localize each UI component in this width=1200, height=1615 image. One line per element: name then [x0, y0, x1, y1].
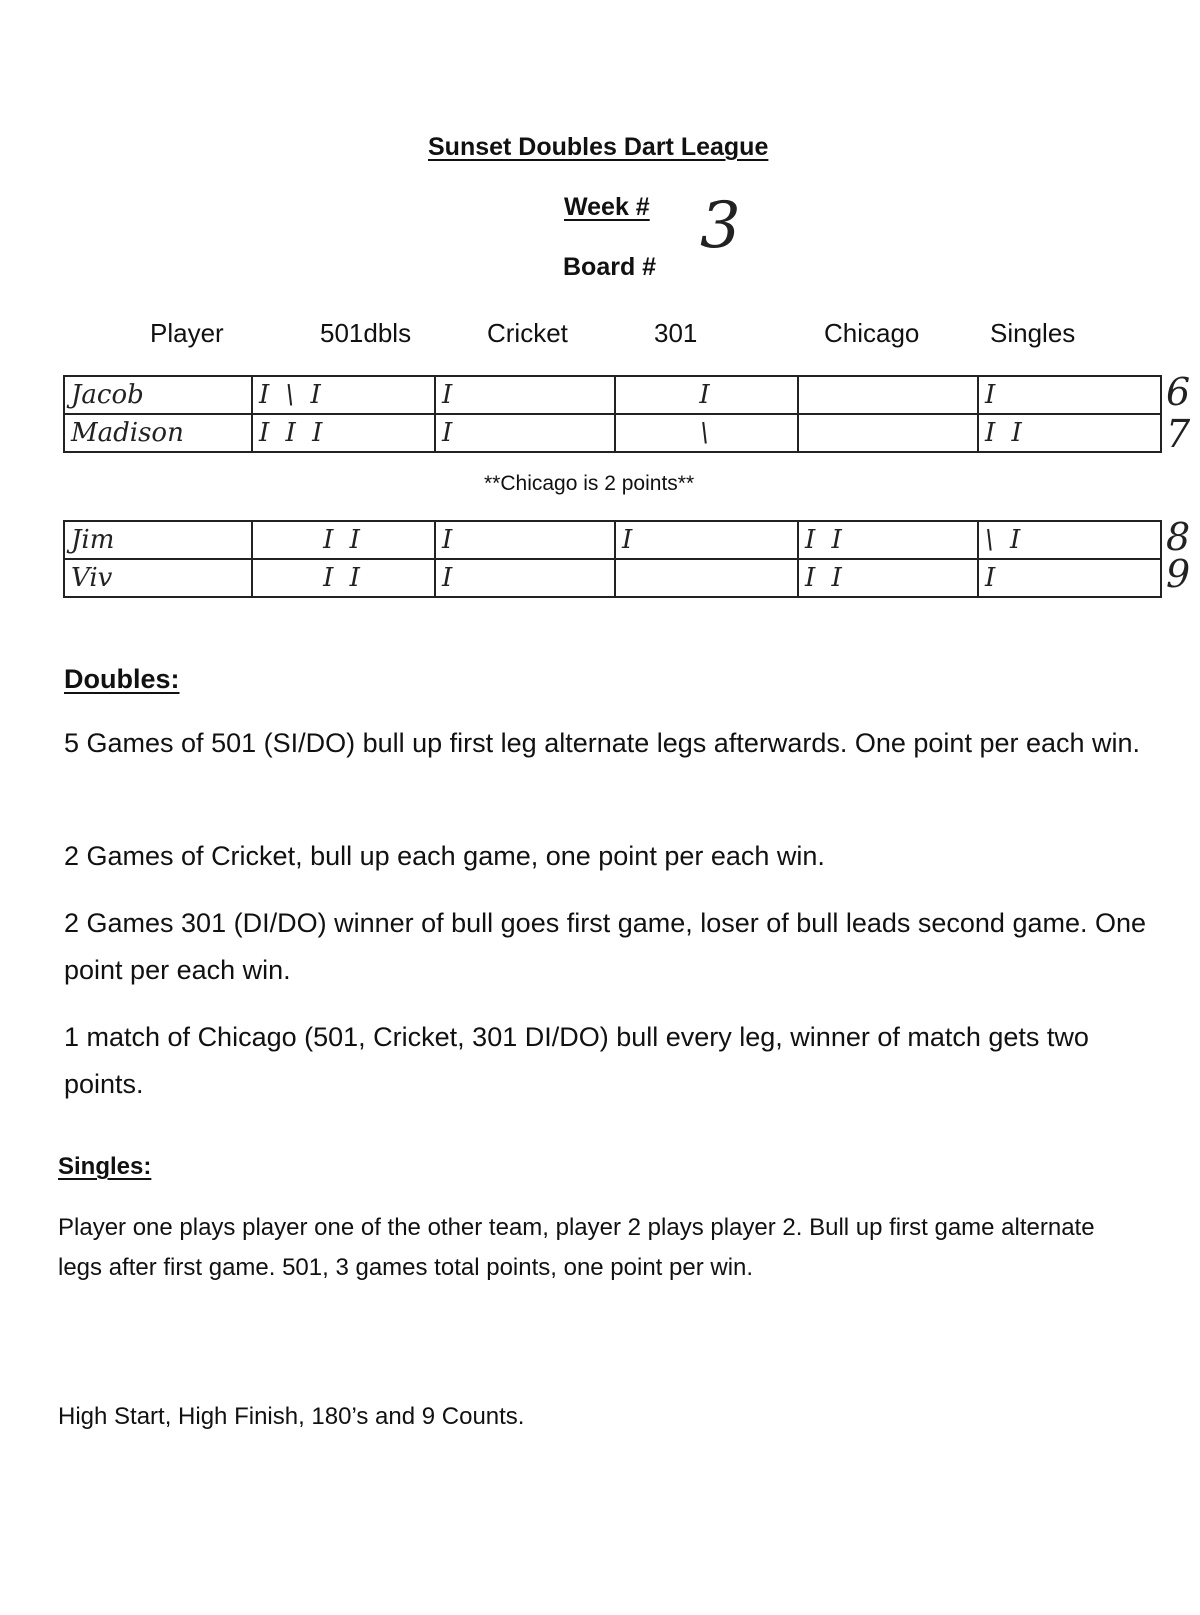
col-501dbls: 501dbls	[320, 318, 412, 348]
doubles-heading: Doubles:	[64, 664, 180, 694]
board-label: Board #	[563, 253, 657, 281]
team1-total-2: 7	[1166, 412, 1191, 456]
singles-heading: Singles:	[58, 1153, 152, 1180]
chicago-tally	[798, 414, 978, 452]
team2-total-1: 8	[1166, 515, 1191, 559]
chicago-note: **Chicago is 2 points**	[484, 472, 695, 495]
301-tally: I	[615, 376, 798, 414]
chicago-tally	[798, 376, 978, 414]
singles-tally: I	[978, 559, 1161, 597]
col-cricket: Cricket	[487, 318, 568, 348]
doubles-rule-301: 2 Games 301 (DI/DO) winner of bull goes first game, loser of bull leads second game. One point per each win.	[64, 908, 1147, 985]
table-row	[64, 521, 1161, 559]
cricket-tally: I	[435, 414, 615, 452]
table-row	[64, 559, 1161, 597]
cricket-tally: I	[435, 521, 615, 559]
301-tally	[615, 559, 798, 597]
footer-note: High Start, High Finish, 180’s and 9 Counts.	[58, 1403, 525, 1430]
singles-rule: Player one plays player one of the other team, player 2 plays player 2. Bull up first game alternate legs after first game. 501, 3 games total points, one point per win.	[58, 1214, 1095, 1281]
cricket-tally: I	[435, 376, 615, 414]
singles-tally: I I	[978, 414, 1161, 452]
player-name: Viv	[64, 559, 252, 597]
player-name: Madison	[64, 414, 252, 452]
col-player: Player	[150, 318, 224, 348]
singles-tally: \ I	[978, 521, 1161, 559]
col-singles: Singles	[990, 318, 1076, 348]
501dbls-tally: I I	[252, 559, 435, 597]
chicago-tally: I I	[798, 521, 978, 559]
501dbls-tally: I I I	[252, 414, 435, 452]
player-name: Jacob	[64, 376, 252, 414]
501dbls-tally: I \ I	[252, 376, 435, 414]
301-tally: I	[615, 521, 798, 559]
doubles-rule-501: 5 Games of 501 (SI/DO) bull up first leg alternate legs afterwards. One point per each win.	[64, 728, 1141, 758]
301-tally: \	[615, 414, 798, 452]
doubles-rule-cricket: 2 Games of Cricket, bull up each game, one point per each win.	[64, 841, 825, 871]
team2-total-2: 9	[1166, 552, 1191, 596]
league-title: Sunset Doubles Dart League	[428, 133, 769, 161]
team1-score-table	[63, 375, 1162, 453]
doubles-rule-chicago: 1 match of Chicago (501, Cricket, 301 DI/DO) bull every leg, winner of match gets two points.	[64, 1022, 1089, 1099]
table-row	[64, 376, 1161, 414]
col-chicago: Chicago	[824, 318, 920, 348]
501dbls-tally: I I	[252, 521, 435, 559]
team1-total-1: 6	[1166, 370, 1191, 414]
col-301: 301	[654, 318, 698, 348]
cricket-tally: I	[435, 559, 615, 597]
team2-score-table	[63, 520, 1162, 598]
week-value-handwritten: 3	[700, 189, 741, 263]
table-row	[64, 414, 1161, 452]
chicago-tally: I I	[798, 559, 978, 597]
week-label: Week #	[564, 193, 650, 221]
player-name: Jim	[64, 521, 252, 559]
singles-tally: I	[978, 376, 1161, 414]
